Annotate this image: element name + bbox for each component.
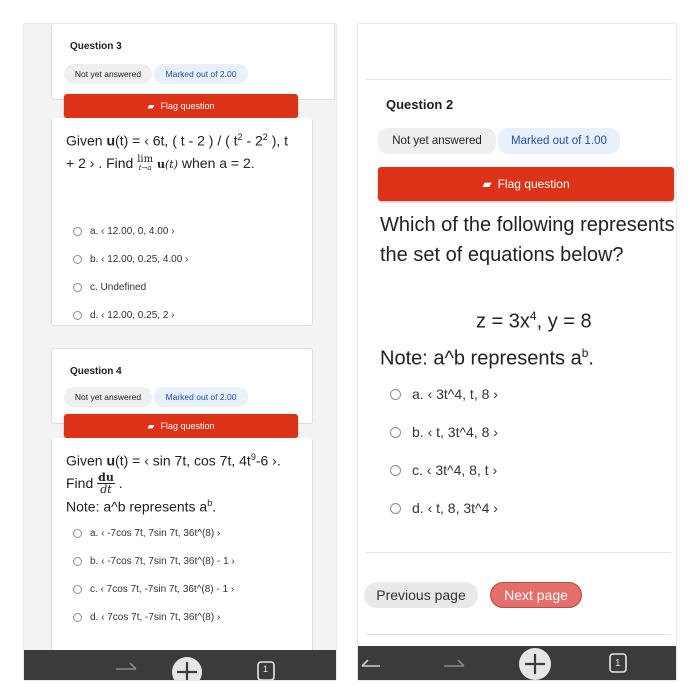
divider — [366, 552, 671, 553]
question-2-option-b[interactable]: b. ‹ t, 3t^4, 8 › — [390, 424, 498, 440]
radio-button[interactable] — [390, 503, 401, 514]
question-2-status: Not yet answered — [378, 128, 496, 154]
question-2-flag-label: Flag question — [497, 177, 570, 191]
question-3-content — [51, 118, 313, 326]
left-screenshot — [24, 24, 336, 680]
question-2-option-d[interactable]: d. ‹ t, 8, 3t^4 › — [390, 500, 498, 516]
question-2-text: Which of the following represents the set of equations below? — [380, 214, 675, 266]
flag-icon: ▰ — [482, 177, 492, 191]
browser-toolbar-icons — [24, 650, 336, 680]
flag-icon: ▰ — [147, 420, 155, 431]
radio-button[interactable] — [73, 255, 82, 264]
question-4-status: Not yet answered — [64, 387, 152, 407]
radio-button[interactable] — [73, 557, 82, 566]
question-4-option-d[interactable]: d. ‹ 7cos 7t, -7sin 7t, 36t^(8) › — [73, 612, 220, 623]
question-2-marks: Marked out of 1.00 — [498, 128, 620, 154]
question-4-text: Given u(t) = ‹ sin 7t, cos 7t, $4t^9-6$ ›. Find $\frac{du}{dt}$ . — [66, 452, 281, 497]
question-3-title: Question 3 — [70, 41, 122, 52]
question-3-option-b[interactable]: b. ‹ 12.00, 0.25, 4.00 › — [73, 254, 188, 265]
question-3-option-a[interactable]: a. ‹ 12.00, 0, 4.00 › — [73, 226, 175, 237]
question-4-marks: Marked out of 2.00 — [154, 387, 248, 407]
question-4-option-a[interactable]: a. ‹ -7cos 7t, 7sin 7t, 36t^(8) › — [73, 528, 220, 539]
question-3-option-d[interactable]: d. ‹ 12.00, 0.25, 2 › — [73, 310, 175, 321]
forward-arrow-icon[interactable] — [444, 660, 464, 666]
limit-notation: lim t→a — [137, 154, 154, 173]
radio-button[interactable] — [73, 529, 82, 538]
cut-off-text-fragment — [378, 24, 578, 30]
browser-toolbar-icons — [358, 646, 676, 680]
next-page-button[interactable]: Next page — [490, 582, 582, 608]
radio-button[interactable] — [390, 427, 401, 438]
question-4-flag-label: Flag question — [160, 421, 215, 431]
question-2-note: Note: a^b represents $a^b$. — [380, 346, 594, 370]
new-tab-icon[interactable] — [172, 657, 202, 680]
radio-button[interactable] — [73, 227, 82, 236]
question-3-option-c[interactable]: c. Undefined — [73, 282, 146, 293]
radio-button[interactable] — [73, 585, 82, 594]
question-3-text: Given u(t) = ‹ 6t, ( t - 2 ) / ( $t^2 - 2^2$ ), t + 2 › . Find lim t→a u(t) when a = 2. — [66, 132, 289, 173]
question-3-status: Not yet answered — [64, 64, 152, 84]
right-tab-count: 1 — [615, 658, 621, 669]
question-4-note: Note: a^b represents $a^b$. — [66, 498, 217, 515]
question-2-flag-button[interactable] — [378, 167, 674, 201]
question-3-info — [51, 24, 335, 100]
question-4-option-b[interactable]: b. ‹ -7cos 7t, 7sin 7t, 36t^(8) - 1 › — [73, 556, 235, 567]
divider — [366, 634, 671, 635]
right-screenshot — [358, 24, 676, 680]
derivative-fraction: $\frac{du}{dt}$ — [98, 471, 114, 497]
question-2-option-c[interactable]: c. ‹ 3t^4, 8, t › — [390, 462, 497, 478]
question-3-flag-button[interactable] — [64, 94, 298, 118]
radio-button[interactable] — [73, 283, 82, 292]
question-4-option-c[interactable]: c. ‹ 7cos 7t, -7sin 7t, 36t^(8) - 1 › — [73, 584, 234, 595]
left-tab-count: 1 — [263, 664, 269, 674]
browser-bottom-bar — [24, 650, 336, 680]
radio-button[interactable] — [390, 465, 401, 476]
question-4-flag-button[interactable] — [64, 414, 298, 438]
divider — [366, 79, 671, 80]
question-2-equation: $z = 3x^4$, y = 8 — [476, 309, 592, 333]
radio-button[interactable] — [73, 311, 82, 320]
flag-icon: ▰ — [147, 100, 155, 111]
radio-button[interactable] — [390, 389, 401, 400]
question-2-option-a[interactable]: a. ‹ 3t^4, t, 8 › — [390, 386, 498, 402]
browser-bottom-bar — [358, 646, 676, 680]
question-4-title: Question 4 — [70, 366, 122, 377]
back-arrow-icon[interactable] — [362, 660, 380, 666]
question-4-info — [51, 348, 313, 424]
new-tab-icon[interactable] — [519, 648, 551, 680]
forward-arrow-icon[interactable] — [116, 663, 136, 669]
previous-page-button[interactable]: Previous page — [364, 582, 478, 608]
radio-button[interactable] — [73, 613, 82, 622]
question-2-title: Question 2 — [386, 97, 454, 112]
question-4-content — [51, 438, 313, 653]
question-3-flag-label: Flag question — [160, 101, 215, 111]
question-3-marks: Marked out of 2.00 — [154, 64, 248, 84]
